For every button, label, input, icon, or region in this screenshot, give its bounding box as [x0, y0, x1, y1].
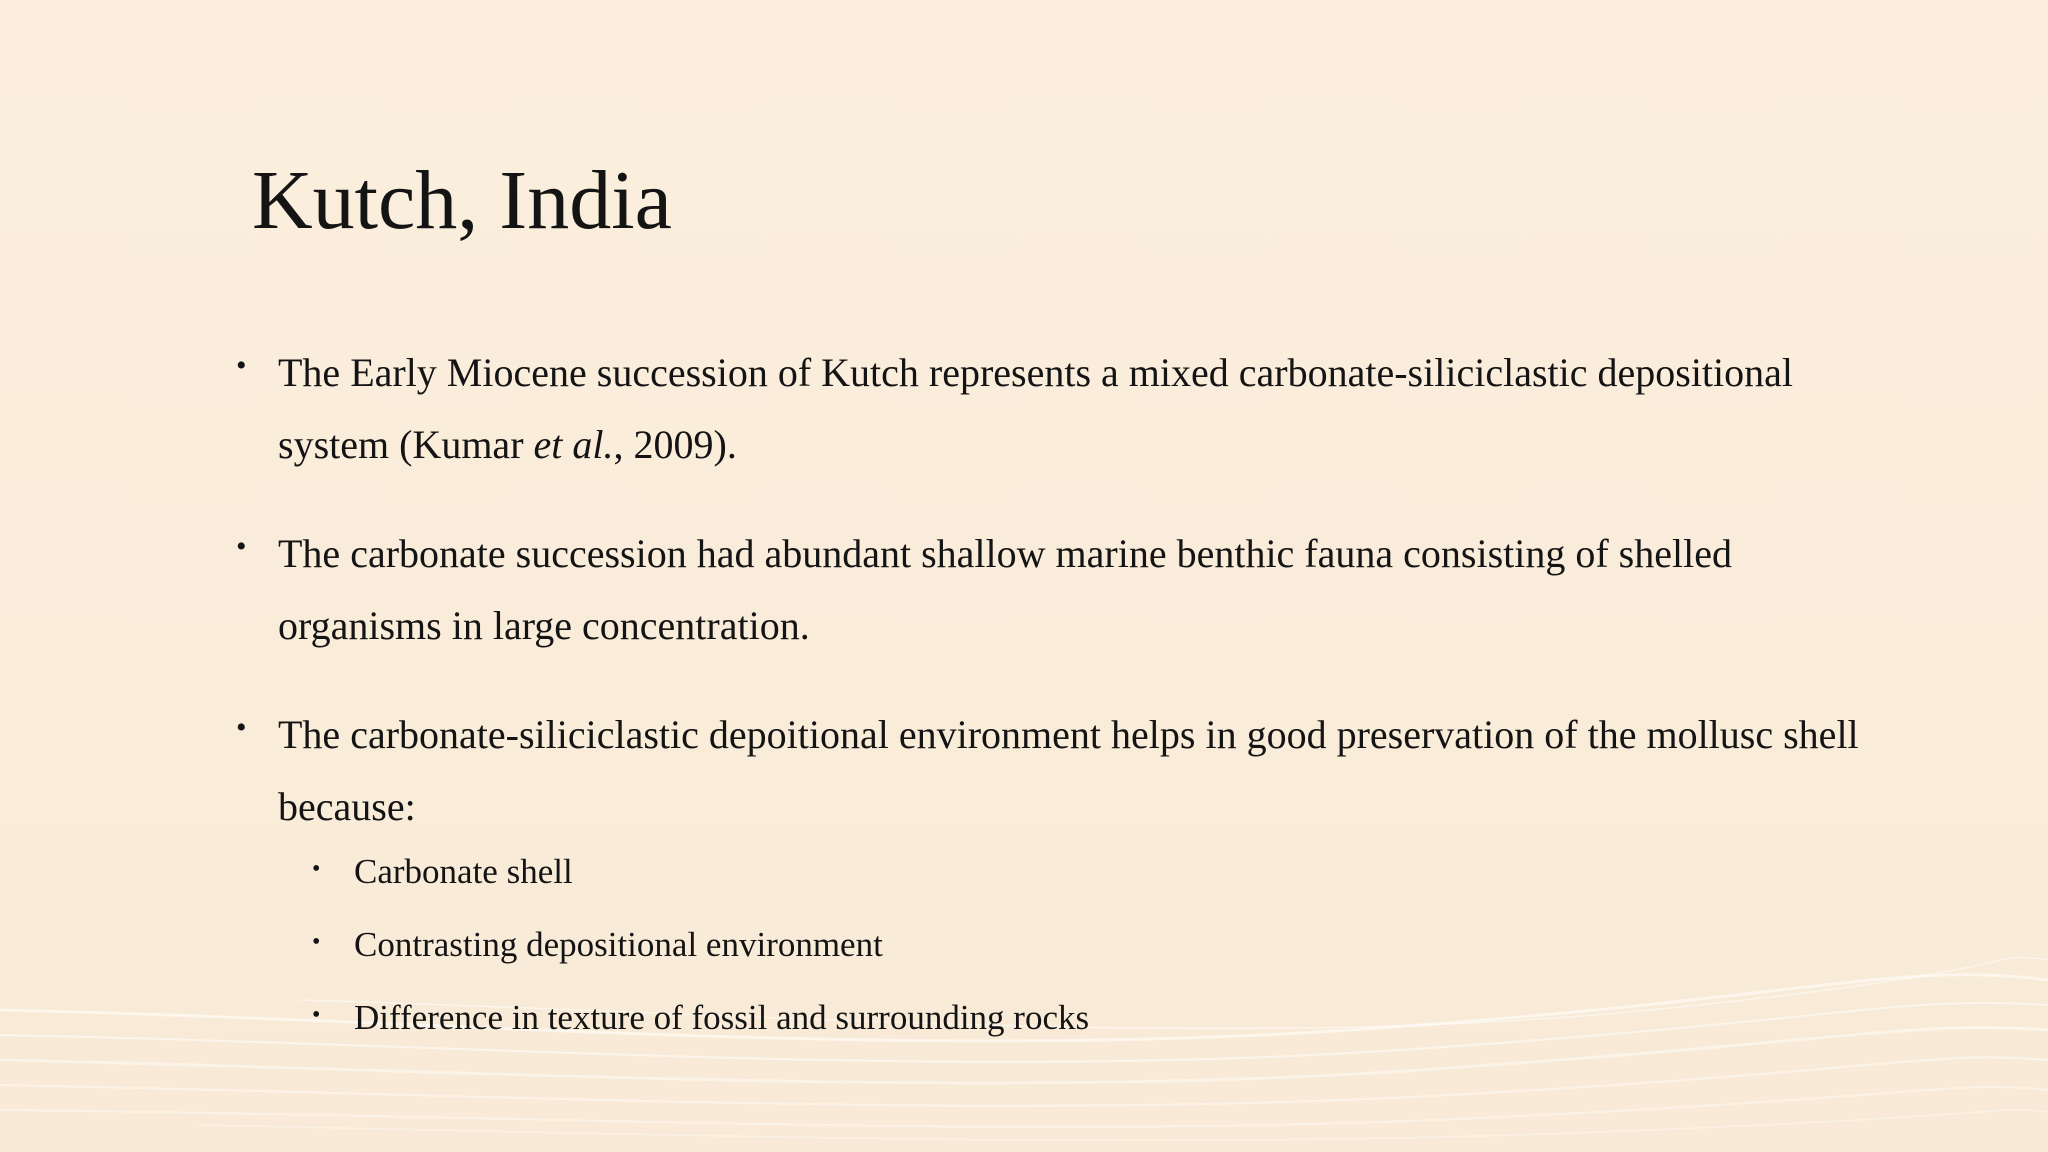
- bullet-item: [236, 699, 1876, 1042]
- sub-bullet-item: • Difference in texture of fossil and surrounding rocks: [312, 994, 1876, 1042]
- bullet-item: [236, 337, 1876, 481]
- bullet-text: The carbonate-siliciclastic depoitional environment helps in good preservation of the mollusc shell because:: [278, 712, 1859, 829]
- bullet-text: The Early Miocene succession of Kutch represents a mixed carbonate-siliciclastic depositional system (Kumar: [278, 350, 1794, 467]
- bullet-list: [236, 337, 1876, 1079]
- bullet-text-italic: et al.: [533, 422, 614, 467]
- slide-title: Kutch, India: [252, 154, 672, 247]
- bullet-text: The carbonate succession had abundant shallow marine benthic fauna consisting of shelled organisms in large concentration.: [278, 531, 1732, 648]
- bullet-text: , 2009).: [613, 422, 737, 467]
- bullet-item: [236, 518, 1876, 662]
- sub-bullet-item: • Carbonate shell: [312, 848, 1876, 896]
- sub-bullet-item: • Contrasting depositional environment: [312, 921, 1876, 969]
- sub-bullet-list: [312, 848, 1876, 1042]
